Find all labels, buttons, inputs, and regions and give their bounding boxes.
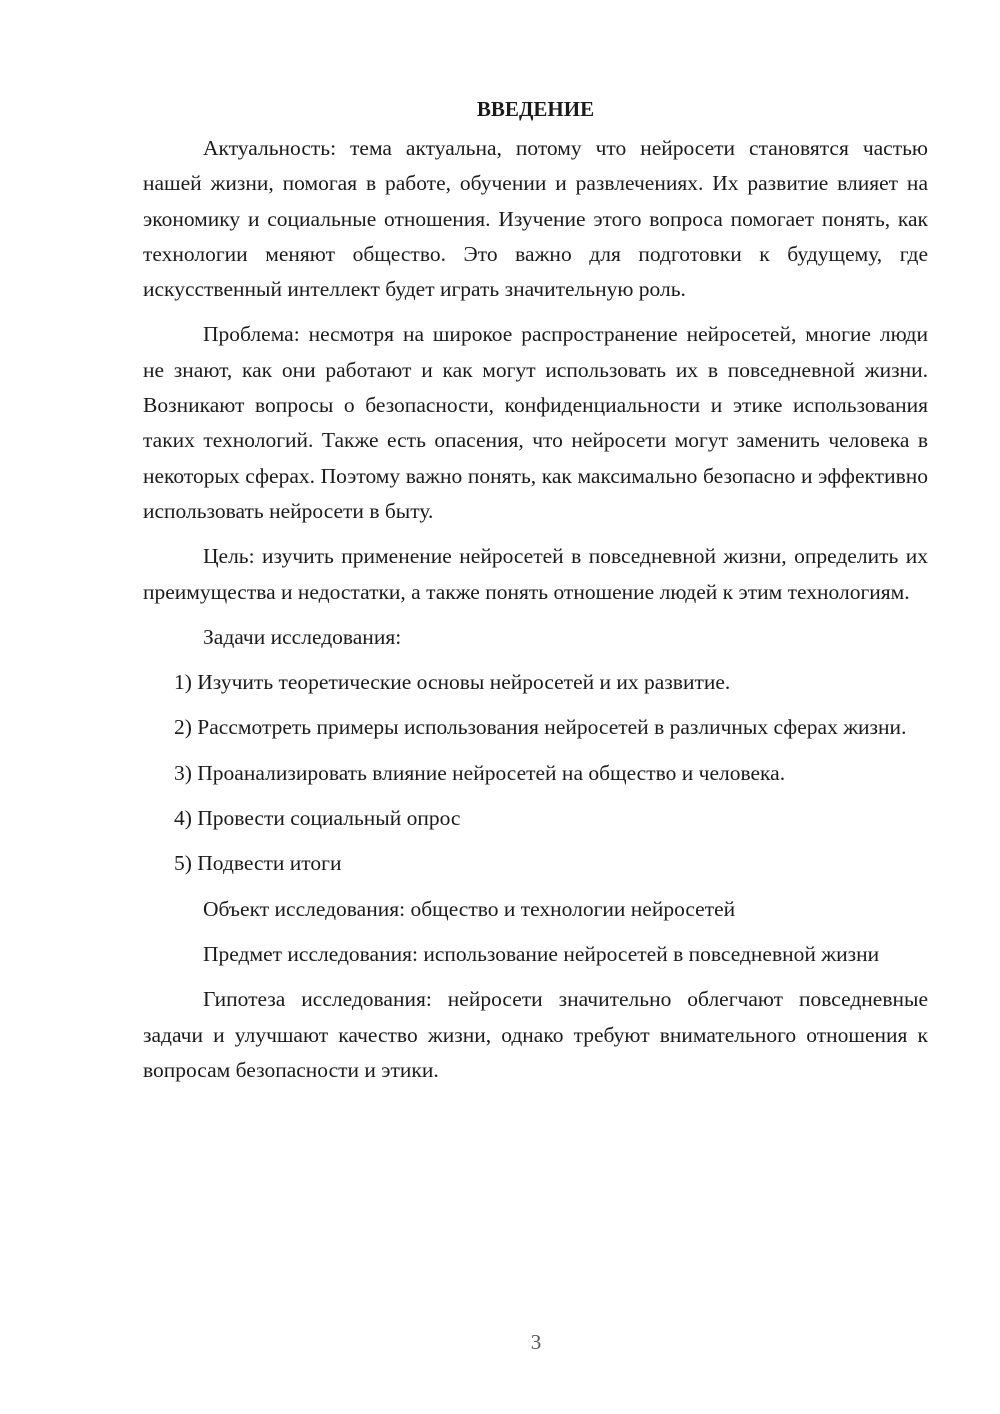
goal-paragraph: Цель: изучить применение нейросетей в повседневной жизни, определить их преимущества и недостатки, а также понять отношение людей к этим технологиям. xyxy=(143,544,928,604)
task-item-1: 1) Изучить теоретические основы нейросетей и их развитие. xyxy=(174,670,731,695)
problem-paragraph: Проблема: несмотря на широкое распространение нейросетей, многие люди не знают, как они работают и как могут использовать их в повседневной жизни. Возникают вопросы о безопасности, конфиденциальности и этике использования таких технологий. Также есть опасения, что нейросети могут заменить человека в некоторых сферах. Поэтому важно понять, как максимально безопасно и эффективно использовать нейросети в быту. xyxy=(143,322,928,523)
page-number: 3 xyxy=(530,1330,542,1354)
task-item-4: 4) Провести социальный опрос xyxy=(174,806,461,831)
tasks-title: Задачи исследования: xyxy=(203,624,402,649)
research-object-paragraph: Объект исследования: общество и технологии нейросетей xyxy=(203,896,736,921)
research-subject-paragraph: Предмет исследования: использование нейросетей в повседневной жизни xyxy=(203,941,880,966)
hypothesis-paragraph: Гипотеза исследования: нейросети значительно облегчают повседневные задачи и улучшают качество жизни, однако требуют внимательного отношения к вопросам безопасности и этики. xyxy=(143,987,928,1082)
section-heading: ВВЕДЕНИЕ xyxy=(476,97,595,121)
task-item-2: 2) Рассмотреть примеры использования нейросетей в различных сферах жизни. xyxy=(174,715,907,740)
task-item-3: 3) Проанализировать влияние нейросетей на общество и человека. xyxy=(174,760,786,785)
relevance-paragraph: Актуальность: тема актуальна, потому что нейросети становятся частью нашей жизни, помогая в работе, обучении и развлечениях. Их развитие влияет на экономику и социальные отношения. Изучение этого вопроса помогает понять, как технологии меняют общество. Это важно для подготовки к будущему, где искусственный интеллект будет играть значительную роль. xyxy=(143,136,928,302)
page-content xyxy=(143,92,928,1098)
task-item-5: 5) Подвести итоги xyxy=(174,851,342,876)
